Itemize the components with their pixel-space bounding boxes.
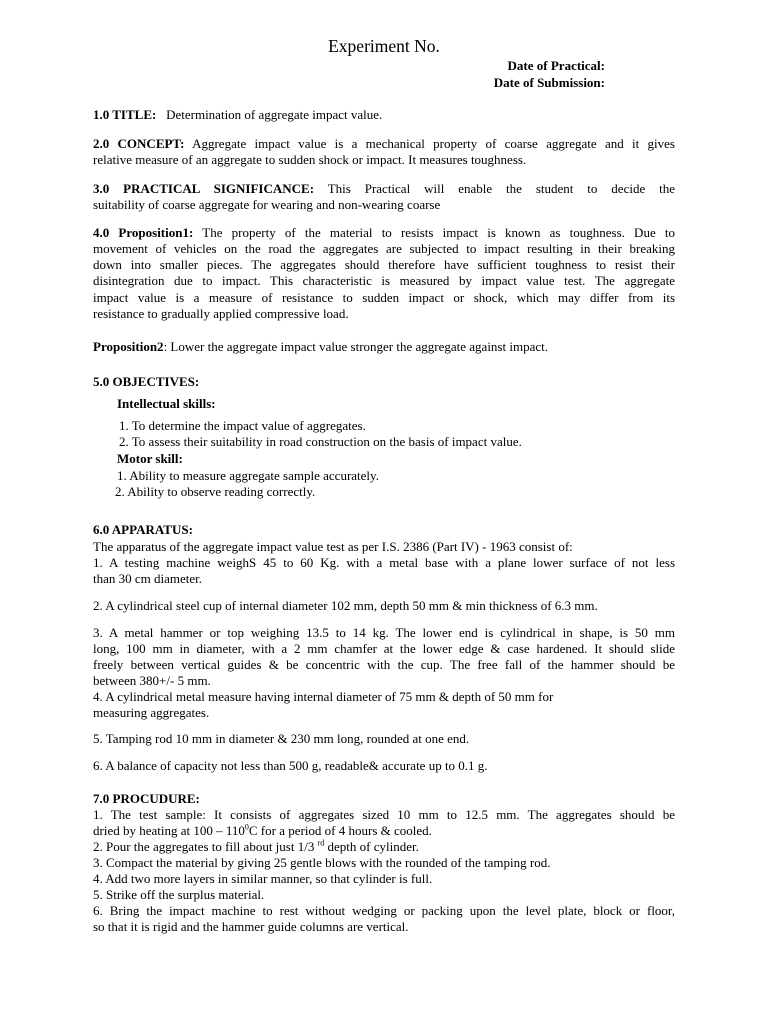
apparatus-3-line-1: 3. A metal hammer or top weighing 13.5 to 14 kg. The lower end is cylindrical in shape, is 50 mm bbox=[93, 625, 675, 640]
section-title-text: Determination of aggregate impact value. bbox=[166, 107, 383, 122]
section-objectives-heading: 5.0 OBJECTIVES: bbox=[93, 374, 200, 389]
procedure-1-line-1: 1. The test sample: It consists of aggregates sized 10 mm to 12.5 mm. The aggregates should be bbox=[93, 807, 675, 822]
proposition2-heading: Proposition2 bbox=[93, 339, 164, 354]
procedure-6-line-1: 6. Bring the impact machine to rest without wedging or packing upon the level plate, block or floor, bbox=[93, 903, 675, 918]
superscript-degree: 0 bbox=[244, 822, 249, 832]
apparatus-5: 5. Tamping rod 10 mm in diameter & 230 mm long, rounded at one end. bbox=[93, 731, 470, 746]
proposition2-text: : Lower the aggregate impact value stronger the aggregate against impact. bbox=[163, 339, 548, 354]
apparatus-1-line-2: than 30 cm diameter. bbox=[93, 571, 203, 586]
apparatus-3-line-3: freely between vertical guides & be concentric with the cup. The free fall of the hammer should be bbox=[93, 657, 675, 672]
intellectual-skill-1: 1. To determine the impact value of aggregates. bbox=[119, 418, 366, 433]
section-concept-line-2: relative measure of an aggregate to sudden shock or impact. It measures toughness. bbox=[93, 152, 527, 167]
section-concept-heading: 2.0 CONCEPT: bbox=[93, 136, 185, 151]
apparatus-intro: The apparatus of the aggregate impact value test as per I.S. 2386 (Part IV) - 1963 consist of: bbox=[93, 539, 573, 554]
motor-skill-1: 1. Ability to measure aggregate sample accurately. bbox=[117, 468, 379, 483]
intellectual-skills-heading: Intellectual skills: bbox=[117, 396, 216, 411]
procedure-6-line-2: so that it is rigid and the hammer guide columns are vertical. bbox=[93, 919, 409, 934]
section-apparatus-heading: 6.0 APPARATUS: bbox=[93, 522, 193, 537]
section-title bbox=[93, 107, 675, 123]
experiment-heading: Experiment No. bbox=[328, 36, 440, 56]
apparatus-4-line-1: 4. A cylindrical metal measure having internal diameter of 75 mm & depth of 50 mm for bbox=[93, 689, 554, 704]
section-proposition1-line-6: resistance to gradually applied compressive load. bbox=[93, 306, 349, 321]
apparatus-6: 6. A balance of capacity not less than 500 g, readable& accurate up to 0.1 g. bbox=[93, 758, 488, 773]
intellectual-skill-2: 2. To assess their suitability in road construction on the basis of impact value. bbox=[119, 434, 522, 449]
section-proposition1-line-5: impact value is a measure of resistance to sudden impact or shock, which may differ from its bbox=[93, 290, 675, 305]
procedure-4: 4. Add two more layers in similar manner, so that cylinder is full. bbox=[93, 871, 433, 886]
section-proposition1-line-4: disintegration due to impact. This characteristic is measured by impact value test. The aggregate bbox=[93, 273, 675, 288]
apparatus-3-line-2: long, 100 mm in diameter, with a 2 mm chamfer at the lower edge & case hardened. It should slide bbox=[93, 641, 675, 656]
section-procedure-heading: 7.0 PROCUDURE: bbox=[93, 791, 200, 806]
proposition2 bbox=[93, 339, 675, 355]
section-proposition1-line-3: down into smaller pieces. The aggregates should therefore have sufficient toughness to resist their bbox=[93, 257, 675, 272]
section-proposition1-line-1: 4.0 Proposition1: The property of the material to resists impact is known as toughness. Due to bbox=[93, 225, 675, 240]
procedure-5: 5. Strike off the surplus material. bbox=[93, 887, 265, 902]
section-significance-line-2: suitability of coarse aggregate for wearing and non-wearing coarse bbox=[93, 197, 441, 212]
section-significance-line-1: 3.0 PRACTICAL SIGNIFICANCE: This Practical will enable the student to decide the bbox=[93, 181, 676, 196]
procedure-2: 2. Pour the aggregates to fill about just 1/3 $^{rd}$ depth of cylinder. bbox=[93, 838, 419, 854]
section-proposition1-line-2: movement of vehicles on the road the aggregates are subjected to impact resulting in their breaking bbox=[93, 241, 675, 256]
apparatus-4-line-2: measuring aggregates. bbox=[93, 705, 210, 720]
apparatus-1-line-1: 1. A testing machine weighS 45 to 60 Kg. with a metal base with a plane lower surface of not less bbox=[93, 555, 675, 570]
procedure-3: 3. Compact the material by giving 25 gentle blows with the rounded of the tamping rod. bbox=[93, 855, 551, 870]
apparatus-2: 2. A cylindrical steel cup of internal diameter 102 mm, depth 50 mm & min thickness of 6.3 mm. bbox=[93, 598, 598, 613]
motor-skill-2: 2. Ability to observe reading correctly. bbox=[115, 484, 316, 499]
section-proposition1-heading: 4.0 Proposition1: bbox=[93, 225, 194, 240]
apparatus-3-line-4: between 380+/- 5 mm. bbox=[93, 673, 211, 688]
date-of-submission: Date of Submission: bbox=[493, 75, 605, 90]
procedure-1-line-2: dried by heating at $100 - 110^0C$ for a period of 4 hours & cooled. bbox=[93, 822, 432, 838]
section-concept-line-1: 2.0 CONCEPT: Aggregate impact value is a mechanical property of coarse aggregate and it gives bbox=[93, 136, 675, 151]
section-title-heading: 1.0 TITLE: bbox=[93, 107, 157, 122]
superscript-rd: rd bbox=[317, 838, 325, 848]
motor-skill-heading: Motor skill: bbox=[117, 451, 183, 466]
date-of-practical: Date of Practical: bbox=[507, 58, 605, 73]
section-significance-heading: 3.0 PRACTICAL SIGNIFICANCE: bbox=[93, 181, 315, 196]
